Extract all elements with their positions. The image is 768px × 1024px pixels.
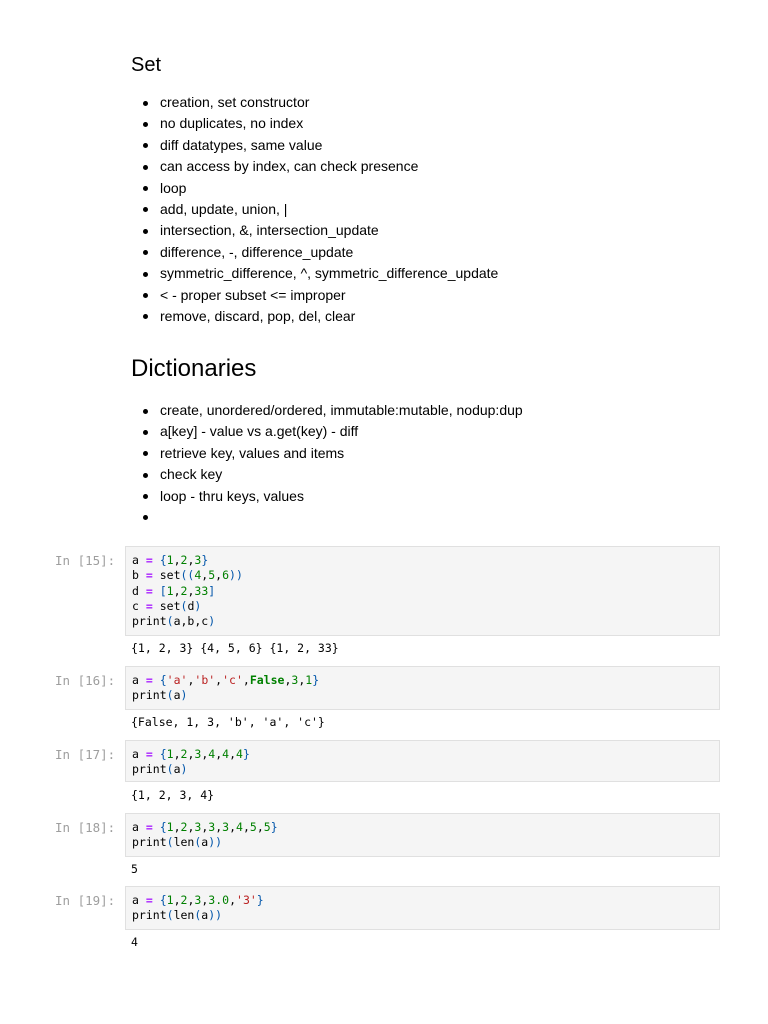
cell-output: {1, 2, 3} {4, 5, 6} {1, 2, 33} xyxy=(131,641,339,655)
cell-output: 5 xyxy=(131,862,138,876)
set-heading-block xyxy=(131,54,731,77)
cell-prompt: In [17]: xyxy=(55,747,116,762)
cell-output: 4 xyxy=(131,935,138,949)
code-token: , xyxy=(187,583,195,598)
code-token: 3 xyxy=(208,820,216,834)
code-token: b xyxy=(132,568,146,583)
dict-list-item: create, unordered/ordered, immutable:mutable, nodup:dup xyxy=(131,400,731,421)
set-list-item: add, update, union, | xyxy=(131,199,731,220)
code-token xyxy=(153,893,160,907)
code-token: 2 xyxy=(180,747,188,761)
code-token: , xyxy=(229,893,237,907)
code-token xyxy=(153,820,160,834)
code-token: )) xyxy=(229,568,243,583)
code-token: a xyxy=(173,688,181,703)
code-token: { xyxy=(159,893,167,907)
code-token: , xyxy=(187,820,195,834)
code-token: a xyxy=(132,747,146,761)
code-token: 5 xyxy=(263,820,271,834)
code-token: { xyxy=(159,673,167,687)
code-token: { xyxy=(159,747,167,761)
code-token: , xyxy=(173,893,181,907)
code-line xyxy=(132,908,713,923)
code-token: , xyxy=(173,820,181,834)
code-token: [ xyxy=(159,583,167,598)
code-token: 3 xyxy=(222,820,230,834)
code-token: , xyxy=(201,893,209,907)
code-line xyxy=(132,584,713,599)
set-list-item: < - proper subset <= improper xyxy=(131,285,731,306)
code-line xyxy=(132,747,713,762)
code-token: ( xyxy=(166,688,174,703)
code-line xyxy=(132,688,713,703)
set-list-item: intersection, &, intersection_update xyxy=(131,220,731,241)
cell-output: {False, 1, 3, 'b', 'a', 'c'} xyxy=(131,715,325,729)
code-token: = xyxy=(145,583,153,598)
code-token: , xyxy=(229,747,237,761)
code-token: '3' xyxy=(236,893,257,907)
code-token: 2 xyxy=(180,553,188,567)
code-token: ( xyxy=(166,762,174,777)
code-token: (( xyxy=(180,568,195,583)
cell-prompt: In [19]: xyxy=(55,893,116,908)
code-token: , xyxy=(173,553,181,567)
code-token: 1 xyxy=(166,583,174,598)
set-list-item: no duplicates, no index xyxy=(131,113,731,134)
code-token: = xyxy=(145,553,153,567)
code-token: )) xyxy=(208,908,223,923)
code-token: = xyxy=(145,598,153,613)
code-token: { xyxy=(159,553,167,567)
code-token: set xyxy=(152,568,181,583)
code-token: 33 xyxy=(194,583,209,598)
dict-heading: Dictionaries xyxy=(131,355,257,382)
code-token: 1 xyxy=(166,820,174,834)
code-token: 2 xyxy=(180,893,188,907)
code-token: set xyxy=(152,598,181,613)
code-line xyxy=(132,820,713,835)
code-token: ) xyxy=(208,614,216,629)
set-list-item: symmetric_difference, ^, symmetric_difference_update xyxy=(131,263,731,284)
code-token: print xyxy=(132,688,167,703)
set-list-item: creation, set constructor xyxy=(131,92,731,113)
code-token: ) xyxy=(180,688,188,703)
set-list-item: can access by index, can check presence xyxy=(131,156,731,177)
dict-list-block xyxy=(131,400,731,528)
code-token: ) xyxy=(180,762,188,777)
code-token xyxy=(153,747,160,761)
code-token: a xyxy=(132,553,146,567)
code-token: 3.0 xyxy=(208,893,230,907)
code-line xyxy=(132,614,713,629)
code-token: , xyxy=(187,553,195,567)
set-heading: Set xyxy=(131,54,162,76)
code-token: , xyxy=(173,583,181,598)
code-token: , xyxy=(187,893,195,907)
dict-list-item xyxy=(131,507,731,528)
code-token: 4 xyxy=(222,747,230,761)
code-token: a xyxy=(173,762,181,777)
dict-list-item: retrieve key, values and items xyxy=(131,443,731,464)
code-token: , xyxy=(173,747,181,761)
code-line xyxy=(132,599,713,614)
code-line xyxy=(132,762,713,777)
code-token: , xyxy=(215,673,223,687)
code-cell-input[interactable] xyxy=(125,666,720,710)
code-token: a,b,c xyxy=(173,614,209,629)
code-cell-input[interactable] xyxy=(125,740,720,782)
code-token: len xyxy=(173,835,195,850)
cell-prompt: In [15]: xyxy=(55,553,116,568)
set-list-item: diff datatypes, same value xyxy=(131,135,731,156)
code-token: , xyxy=(284,673,292,687)
set-list-item: loop xyxy=(131,178,731,199)
dict-bullet-list xyxy=(131,400,731,528)
code-token: ) xyxy=(194,598,202,613)
code-line xyxy=(132,673,713,688)
code-token: 2 xyxy=(180,820,188,834)
code-token: 4 xyxy=(236,820,243,834)
code-token: ( xyxy=(194,835,202,850)
code-token: print xyxy=(132,614,167,629)
code-token: c xyxy=(132,598,146,613)
code-token: } xyxy=(312,673,320,687)
code-line xyxy=(132,835,713,850)
code-token: } xyxy=(256,893,264,907)
code-token: 4 xyxy=(236,747,243,761)
cell-output: {1, 2, 3, 4} xyxy=(131,788,215,802)
code-token: , xyxy=(215,820,223,834)
code-token: 5 xyxy=(249,820,257,834)
code-token: )) xyxy=(208,835,223,850)
dict-list-item: check key xyxy=(131,464,731,485)
code-token: d xyxy=(132,583,146,598)
code-token: } xyxy=(242,747,250,761)
code-cell-input[interactable] xyxy=(125,546,720,636)
code-token: ( xyxy=(166,835,174,850)
code-token: print xyxy=(132,835,167,850)
code-token: ] xyxy=(208,583,216,598)
code-token: 1 xyxy=(166,553,174,567)
cell-prompt: In [18]: xyxy=(55,820,116,835)
code-token: = xyxy=(145,673,153,687)
code-token: 6 xyxy=(222,568,230,583)
code-token: , xyxy=(187,673,195,687)
code-token: 3 xyxy=(194,893,202,907)
code-line xyxy=(132,553,713,568)
code-token xyxy=(153,673,160,687)
code-token: , xyxy=(201,820,209,834)
code-token: = xyxy=(145,820,153,834)
code-token: 4 xyxy=(194,568,202,583)
code-token: 2 xyxy=(180,583,188,598)
code-line xyxy=(132,568,713,583)
code-token: { xyxy=(159,820,167,834)
code-token: 3 xyxy=(194,747,202,761)
code-token: a xyxy=(201,835,209,850)
code-token: 'b' xyxy=(194,673,216,687)
code-token: 5 xyxy=(208,568,216,583)
code-token: a xyxy=(132,673,146,687)
set-list-item: remove, discard, pop, del, clear xyxy=(131,306,731,327)
code-token: 3 xyxy=(194,820,202,834)
code-token: False xyxy=(249,673,285,687)
code-token: , xyxy=(298,673,306,687)
code-token: len xyxy=(173,908,195,923)
code-token: 4 xyxy=(208,747,216,761)
code-token: } xyxy=(201,553,209,567)
code-token: , xyxy=(201,568,209,583)
set-list-item: difference, -, difference_update xyxy=(131,242,731,263)
code-line xyxy=(132,893,713,908)
cell-prompt: In [16]: xyxy=(55,673,116,688)
set-bullet-list xyxy=(131,92,731,327)
set-list-block xyxy=(131,92,731,327)
code-cell-input[interactable] xyxy=(125,813,720,857)
code-token: 3 xyxy=(194,553,202,567)
code-token: 1 xyxy=(305,673,313,687)
code-token: = xyxy=(145,747,153,761)
code-token: 1 xyxy=(166,747,174,761)
code-token: d xyxy=(187,598,195,613)
code-token: a xyxy=(132,820,146,834)
code-token: , xyxy=(256,820,264,834)
dict-list-item: a[key] - value vs a.get(key) - diff xyxy=(131,421,731,442)
code-token: 1 xyxy=(166,893,174,907)
code-token: , xyxy=(215,747,223,761)
code-token xyxy=(153,553,160,567)
code-token: a xyxy=(132,893,146,907)
code-token: , xyxy=(242,673,250,687)
dict-heading-block xyxy=(131,355,731,383)
code-token: 3 xyxy=(291,673,299,687)
code-token xyxy=(153,584,160,598)
code-token: , xyxy=(242,820,250,834)
code-token: , xyxy=(201,747,209,761)
code-token: 'c' xyxy=(222,673,243,687)
dict-list-item: loop - thru keys, values xyxy=(131,486,731,507)
code-token: 'a' xyxy=(166,673,188,687)
code-token: , xyxy=(187,747,195,761)
code-token: ( xyxy=(194,908,202,923)
code-token: = xyxy=(145,568,153,583)
code-token: = xyxy=(145,893,153,907)
code-token: a xyxy=(201,908,209,923)
code-token: , xyxy=(215,568,223,583)
code-token: print xyxy=(132,908,167,923)
code-token: ( xyxy=(166,614,174,629)
code-token: ( xyxy=(166,908,174,923)
code-cell-input[interactable] xyxy=(125,886,720,930)
code-token: ( xyxy=(180,598,188,613)
code-token: } xyxy=(270,820,278,834)
code-token: print xyxy=(132,762,167,777)
code-token: , xyxy=(229,820,237,834)
